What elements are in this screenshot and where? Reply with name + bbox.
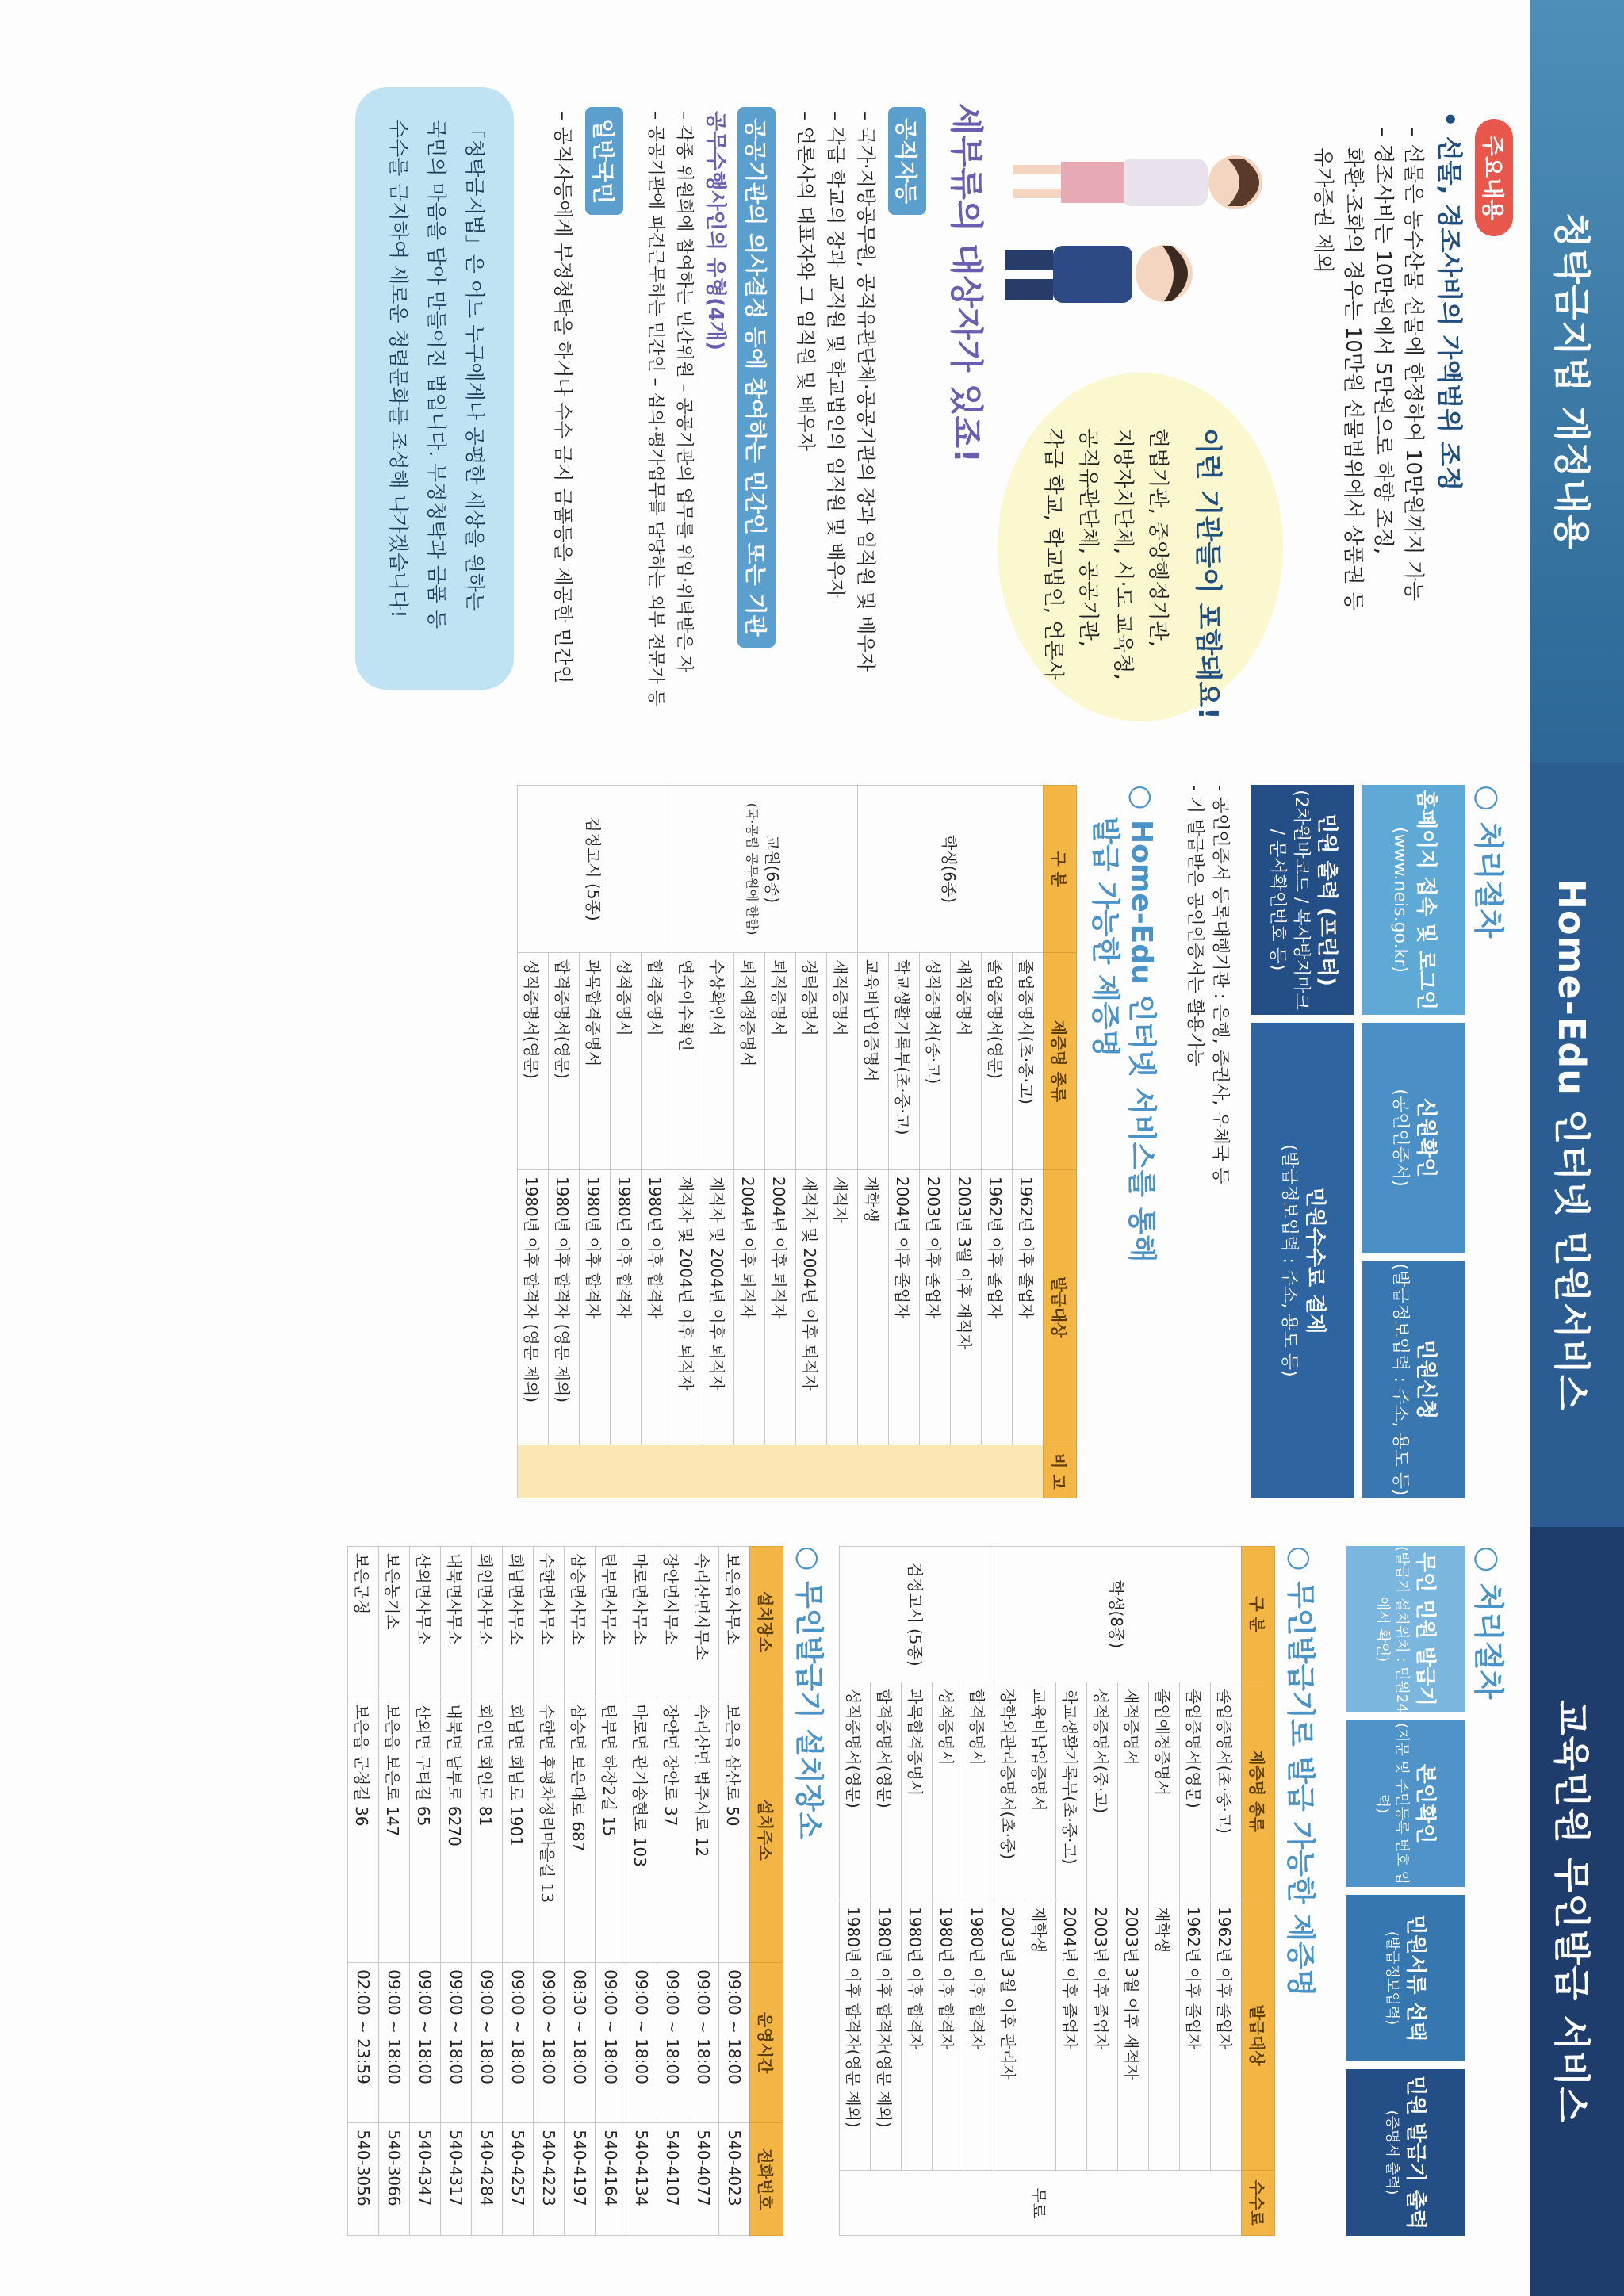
s2-cert-type: 과목합격증명서	[580, 953, 611, 1170]
s3-step-select-sub: (발급정보입력)	[1384, 1931, 1400, 2026]
s2-th-target: 발급대상	[1044, 1169, 1077, 1445]
s3-place: 수한면사무소	[534, 1547, 565, 1697]
s2-step-payment-sub: (발급정보입력 : 주소, 용도 등)	[1279, 1144, 1299, 1377]
s2-step-apply-sub: (발급정보입력 : 주소, 용도 등)	[1390, 1263, 1410, 1496]
s2-cert-type: 합격증명서(영문)	[549, 953, 580, 1170]
section3-title: 교육민원 무인발급 서비스	[1550, 1700, 1593, 2123]
section2-title: Home-Edu 인터넷 민원서비스	[1550, 878, 1593, 1411]
s2-cert-target: 1980년 이후 합격자	[580, 1169, 611, 1445]
s3-cert-type: 재적증명서	[1118, 1682, 1149, 1900]
s2-step-login	[1362, 785, 1465, 1015]
s2-cert-type: 퇴직예정증명서	[734, 953, 765, 1170]
table-row	[963, 1547, 994, 2236]
institutions-bubble-title: 이런 기관들이 포함돼요!	[1192, 428, 1224, 720]
s2-cert-type: 퇴직증명서	[765, 953, 796, 1170]
s2-cert-type: 합격증명서	[642, 953, 672, 1170]
s3-step-kiosk-title: 무인 민원 발급기	[1413, 1552, 1437, 1706]
s2-cert-target: 2004년 이후 퇴직자	[765, 1169, 796, 1445]
private-participants-subtitle: 공무수행사인의 유형(4개)	[703, 111, 727, 351]
s2-table-title: ○ Home-Edu 인터넷 서비스를 통해	[1125, 785, 1158, 1263]
s3-place: 보은읍사무소	[719, 1547, 750, 1697]
s2-cert-type: 재직증명서	[827, 953, 858, 1170]
s3-address: 보은읍 보은로 147	[379, 1697, 410, 1963]
s3-step-identity-sub: (지문 및 주민등록 번호 입력)	[1374, 1723, 1410, 1885]
s2-cert-type: 성적증명서(영문)	[518, 953, 549, 1170]
s3-step-select	[1346, 1895, 1465, 2061]
s3-cert-type: 교육비납입증명서	[1025, 1682, 1056, 1900]
general-public-pill: 일반국민	[585, 107, 623, 215]
summary-line-2: 국민의 마음을 담아 만들어진 법입니다. 부정청탁과 금품 등	[425, 119, 448, 629]
s3-cert-target: 2004년 이후 졸업자	[1056, 1900, 1087, 2171]
s3-hours: 09:00 ~ 18:00	[472, 1963, 503, 2123]
s3-address: 보은읍 군청길 36	[348, 1697, 379, 1963]
target-groups-title: 세부류의 대상자가 있죠!	[947, 103, 986, 464]
s3-table2-body	[348, 1547, 750, 2236]
s2-step-print-sub: (2차원바코드 / 복사방지마크 / 문서확인번호 등)	[1267, 790, 1311, 1010]
s3-fee-cell: 무료	[840, 2171, 1242, 2236]
s3-cert-target: 1980년 이후 합격자(영문 제외)	[871, 1900, 902, 2171]
s3-step-print-title: 민원 발급기 출력	[1404, 2076, 1427, 2229]
s3-address: 회남면 회남로 1901	[503, 1697, 534, 1963]
s3-phone: 540-4107	[657, 2123, 688, 2236]
s3-cert-type: 학교생활기록부(초·중·고)	[1056, 1682, 1087, 1900]
s2-table-header-row	[1044, 786, 1077, 1498]
s3-cert-type: 과목합격증명서	[902, 1682, 933, 1900]
s2-cert-target: 1962년 이후 졸업자	[982, 1169, 1013, 1445]
s3-step-kiosk-sub: (발급기 설치위치 : 민원24에서 확인)	[1374, 1546, 1410, 1712]
table-row	[565, 1547, 596, 2236]
s3-table2-title-text: 무인발급기 설치장소	[792, 1580, 825, 1839]
s3-hours: 09:00 ~ 18:00	[688, 1963, 719, 2123]
s2-group-name: 교원(6종)	[763, 834, 783, 904]
s2-step-login-title: 홈페이지 접속 및 로그인	[1414, 789, 1438, 1011]
s2-cert-target: 재학생	[858, 1169, 889, 1445]
s3-address: 탄부면 하장2길 15	[596, 1697, 626, 1963]
s3-kiosk-certificates-table	[839, 1546, 1275, 2236]
table-row	[472, 1547, 503, 2236]
s3-hours: 09:00 ~ 18:00	[534, 1963, 565, 2123]
private-participants-line-1: – 각종 위원회에 참여하는 민간위원 – 공공기관의 업무를 위임·위탁받은 자	[674, 111, 694, 673]
s2-th-category: 구 분	[1044, 786, 1077, 953]
section3-header	[1530, 1527, 1624, 2296]
s2-cert-type: 교육비납입증명서	[858, 953, 889, 1170]
institutions-line-2: 지방자치단체, 시·도 교육청,	[1111, 428, 1135, 680]
s3-phone: 540-3066	[379, 2123, 410, 2236]
s2-step-apply	[1362, 1261, 1465, 1498]
table-row	[719, 1547, 750, 2236]
s3-hours: 09:00 ~ 18:00	[719, 1963, 750, 2123]
key-content-badge: 주요내용	[1475, 119, 1513, 236]
s3-phone: 540-4164	[596, 2123, 626, 2236]
s2-cert-target: 1980년 이후 합격자 (영문 제외)	[518, 1169, 549, 1445]
s2-cert-target: 재직자 및 2004년 이후 퇴직자	[796, 1169, 827, 1445]
s2-group-cell	[672, 786, 858, 953]
table-row	[657, 1547, 688, 2236]
s3-place: 삼승면사무소	[565, 1547, 596, 1697]
s2-step-payment	[1251, 1023, 1354, 1498]
s3-t1-th-target: 발급대상	[1242, 1900, 1275, 2171]
table-row	[688, 1547, 719, 2236]
s3-address: 내북면 남부로 6270	[441, 1697, 472, 1963]
s2-cert-target: 1962년 이후 졸업자	[1013, 1169, 1044, 1445]
s3-cert-target: 1980년 이후 합격자	[963, 1900, 994, 2171]
s3-cert-type: 성적증명서(영문)	[840, 1682, 871, 1900]
s3-cert-target: 재학생	[1149, 1900, 1180, 2171]
s3-place: 회남면사무소	[503, 1547, 534, 1697]
s2-cert-target: 재직자 및 2004년 이후 퇴직자	[703, 1169, 734, 1445]
summary-line-3: 수수를 금지하여 새로운 청렴문화를 조성해 나가겠습니다!	[387, 119, 410, 618]
s2-cert-type: 졸업증명서(초·중·고)	[1013, 953, 1044, 1170]
s2-group-cell	[858, 786, 1044, 953]
s3-step-select-title: 민원서류 선택	[1404, 1915, 1427, 2042]
table-row	[827, 786, 858, 1498]
s2-cert-type: 성적증명서(중·고)	[920, 953, 951, 1170]
rule-line-3: 화환·조화의 경우는 10만원 선물범위에서 상품권 등	[1341, 147, 1365, 611]
general-public-line-1: – 공직자등에게 부정청탁을 하거나 수수 금지 금품등을 제공한 민간인	[552, 111, 574, 684]
s2-cert-type: 경력증명서	[796, 953, 827, 1170]
s3-table1-header-row	[1242, 1547, 1275, 2236]
s3-hours: 09:00 ~ 18:00	[626, 1963, 657, 2123]
s3-step-kiosk	[1346, 1546, 1465, 1712]
s3-place: 속리산면사무소	[688, 1547, 719, 1697]
s2-group-name: 검정고시 (5종)	[584, 817, 603, 921]
s3-phone: 540-4134	[626, 2123, 657, 2236]
section1-header	[1530, 0, 1624, 763]
s2-group-name: 학생(6종)	[940, 834, 959, 904]
s3-cert-type: 졸업예정증명서	[1149, 1682, 1180, 1900]
s3-place: 장안면사무소	[657, 1547, 688, 1697]
s3-group-cell: 학생(8종)	[994, 1547, 1242, 1682]
public-officials-line-2: – 각급 학교의 장과 교직원 및 학교법인의 임직원 및 배우자	[825, 111, 847, 598]
s3-table1-body	[840, 1547, 1242, 2236]
s2-certificates-table	[517, 785, 1077, 1498]
s2-th-type: 제증명 종류	[1044, 953, 1077, 1170]
s3-t2-th-address: 설치주소	[750, 1697, 783, 1963]
s2-group-note: (국·공립 공무원에 한함)	[745, 802, 760, 936]
table-row	[1211, 1547, 1242, 2236]
s3-cert-target: 2003년 이후 졸업자	[1087, 1900, 1118, 2171]
s3-hours: 02:00 ~ 23:59	[348, 1963, 379, 2123]
s3-hours: 09:00 ~ 18:00	[379, 1963, 410, 2123]
s3-place: 마로면사무소	[626, 1547, 657, 1697]
s3-hours: 09:00 ~ 18:00	[657, 1963, 688, 2123]
s3-table1-title-text: 무인발급기로 발급 가능한 제증명	[1284, 1580, 1316, 1997]
table-row	[379, 1547, 410, 2236]
s3-cert-type: 성적증명서	[933, 1682, 963, 1900]
s3-address: 속리산면 법주사로 12	[688, 1697, 719, 1963]
s3-t2-th-hours: 운영시간	[750, 1963, 783, 2123]
table-row	[596, 1547, 626, 2236]
table-row	[503, 1547, 534, 2236]
rule-line-2: – 경조사비는 10만원에서 5만원으로 하향 조정,	[1371, 127, 1395, 555]
s3-cert-target: 1980년 이후 합격자	[933, 1900, 963, 2171]
s3-cert-type: 졸업증명서(초·중·고)	[1211, 1682, 1242, 1900]
s3-t2-th-place: 설치장소	[750, 1547, 783, 1697]
s2-process-title: ○ 처리절차	[1471, 785, 1506, 939]
table-row	[410, 1547, 441, 2236]
s3-place: 탄부면사무소	[596, 1547, 626, 1697]
s2-cert-target: 1980년 이후 합격자	[642, 1169, 672, 1445]
s2-table-title-1: Home-Edu 인터넷 서비스를 통해	[1125, 819, 1158, 1263]
summary-line-1: 「청탁금지법」은 어느 누구에게나 공평한 세상을 원하는	[463, 119, 486, 612]
section2-header	[1530, 763, 1624, 1527]
private-participants-line-2: – 공공기관에 파견근무하는 민간인 – 심의·평가업무를 담당하는 외부 전문가 등	[645, 111, 665, 706]
table-row	[534, 1547, 565, 2236]
s2-cert-target: 2003년 3월 이후 재적자	[951, 1169, 982, 1445]
s2-cert-type: 학교생활기록부(초·중·고)	[889, 953, 920, 1170]
s2-table-title-2: 발급 가능한 제증명	[1089, 817, 1121, 1058]
s2-cert-target: 재직자	[827, 1169, 858, 1445]
s3-phone: 540-4347	[410, 2123, 441, 2236]
s2-cert-target: 1980년 이후 합격자 (영문 제외)	[549, 1169, 580, 1445]
s3-step-print-sub: (증명서 출력)	[1384, 2110, 1400, 2195]
s2-cert-target: 2003년 이후 졸업자	[920, 1169, 951, 1445]
s2-step-apply-title: 민원신청	[1414, 1339, 1438, 1420]
s3-address: 산외면 구티길 65	[410, 1697, 441, 1963]
s3-t2-th-phone: 전화번호	[750, 2123, 783, 2236]
s3-cert-target: 재학생	[1025, 1900, 1056, 2171]
gift-limit-heading: • 선물, 경조사비의 가액범위 조정	[1434, 111, 1465, 492]
s3-place: 회인면사무소	[472, 1547, 503, 1697]
table-row	[1013, 786, 1044, 1498]
s3-group-cell: 검정고시 (5종)	[840, 1547, 994, 1682]
s3-place: 보은군청	[348, 1547, 379, 1697]
s2-step-identity-title: 신원확인	[1414, 1097, 1438, 1178]
s2-table-body	[518, 786, 1044, 1498]
s3-hours: 09:00 ~ 18:00	[503, 1963, 534, 2123]
private-participants-pill: 공공기관의 의사결정 등에 참여하는 민간인 또는 기관	[737, 107, 776, 648]
s2-step-identity	[1362, 1023, 1465, 1253]
s3-place: 보은농기소	[379, 1547, 410, 1697]
s3-cert-target: 2003년 3월 이후 관리자	[994, 1900, 1025, 2171]
s2-step-identity-sub: (공인인증서)	[1390, 1089, 1410, 1187]
table-row	[626, 1547, 657, 2236]
s2-step-print	[1251, 785, 1354, 1015]
s3-address: 회인면 회인로 81	[472, 1697, 503, 1963]
s3-cert-type: 성적증명서(중·고)	[1087, 1682, 1118, 1900]
s3-table1-title: ○ 무인발급기로 발급 가능한 제증명	[1284, 1546, 1316, 1997]
s3-cert-type: 졸업증명서(영문)	[1180, 1682, 1211, 1900]
s3-address: 장안면 장안로 37	[657, 1697, 688, 1963]
s3-address: 보은읍 삼산로 50	[719, 1697, 750, 1963]
s3-phone: 540-4023	[719, 2123, 750, 2236]
s3-step-print	[1346, 2069, 1465, 2236]
s2-step-print-title: 민원 출력 (프린터)	[1315, 813, 1339, 986]
s3-place: 산외면사무소	[410, 1547, 441, 1697]
s3-cert-type: 합격증명서(영문)	[871, 1682, 902, 1900]
s2-cert-type: 재적증명서	[951, 953, 982, 1170]
table-row	[441, 1547, 472, 2236]
s3-phone: 540-4223	[534, 2123, 565, 2236]
s3-cert-target: 1980년 이후 합격자(영문 제외)	[840, 1900, 871, 2171]
s2-cert-type: 졸업증명서(영문)	[982, 953, 1013, 1170]
public-officials-line-1: – 국가·지방공무원, 공직유관단체·공공기관의 장과 임직원 및 배우자	[855, 111, 877, 672]
s2-cert-type: 연수이수확인	[672, 953, 703, 1170]
public-officials-pill: 공직자등	[888, 107, 926, 215]
s3-process-title: ○ 처리절차	[1471, 1546, 1506, 1700]
s3-phone: 540-4284	[472, 2123, 503, 2236]
s2-cert-target: 2004년 이후 졸업자	[889, 1169, 920, 1445]
table-row	[348, 1547, 379, 2236]
s2-cert-target: 1980년 이후 합격자	[611, 1169, 642, 1445]
table-row	[642, 786, 672, 1498]
s3-hours: 08:30 ~ 18:00	[565, 1963, 596, 2123]
s3-hours: 09:00 ~ 18:00	[596, 1963, 626, 2123]
s3-t1-th-type: 제증명 종류	[1242, 1682, 1275, 1900]
s2-note-2: - 기 발급받은 공인인증서는 활용가능	[1185, 785, 1205, 1066]
s3-phone: 540-4317	[441, 2123, 472, 2236]
s2-cert-type: 수상확인서	[703, 953, 734, 1170]
s3-table2-title: ○ 무인발급기 설치장소	[792, 1546, 825, 1839]
staff-illustration	[998, 127, 1283, 333]
s2-process-title-text: 처리절차	[1471, 821, 1506, 939]
s3-step-identity	[1346, 1720, 1465, 1887]
s3-hours: 09:00 ~ 18:00	[441, 1963, 472, 2123]
s3-hours: 09:00 ~ 18:00	[410, 1963, 441, 2123]
s3-cert-target: 1962년 이후 졸업자	[1211, 1900, 1242, 2171]
s2-cert-target: 재직자 및 2004년 이후 퇴직자	[672, 1169, 703, 1445]
section1-title: 청탁금지법 개정내용	[1550, 212, 1593, 550]
institutions-line-3: 공직유관단체, 공공기관,	[1076, 428, 1100, 647]
s3-phone: 540-4077	[688, 2123, 719, 2236]
s3-t1-th-category: 구 분	[1242, 1547, 1275, 1682]
s2-note-cell	[518, 1445, 1044, 1498]
s3-address: 수한면 후평차정리마을길 13	[534, 1697, 565, 1963]
s2-th-note: 비 고	[1044, 1445, 1077, 1498]
s2-cert-target: 2004년 이후 퇴직자	[734, 1169, 765, 1445]
s2-step-login-sub: (www.neis.go.kr)	[1390, 827, 1410, 973]
institutions-line-4: 각급 학교, 학교법인, 언론사	[1041, 428, 1065, 680]
s3-cert-type: 장학외관리증명서(초·중)	[994, 1682, 1025, 1900]
s2-cert-type: 성적증명서	[611, 953, 642, 1170]
institutions-line-1: 헌법기관, 중앙행정기관,	[1146, 428, 1170, 647]
s3-phone: 540-4197	[565, 2123, 596, 2236]
s3-cert-target: 2003년 3월 이후 재적자	[1118, 1900, 1149, 2171]
s3-cert-target: 1962년 이후 졸업자	[1180, 1900, 1211, 2171]
s2-step-payment-title: 민원수수료 결제	[1303, 1187, 1327, 1334]
s3-place: 내북면사무소	[441, 1547, 472, 1697]
s2-note-1: - 공인인증서 등록대행기관 : 은행, 증권사, 우체국 등	[1210, 785, 1230, 1184]
s3-address: 마로면 관기송현로 103	[626, 1697, 657, 1963]
s3-process-title-text: 처리절차	[1471, 1582, 1506, 1700]
s3-address: 삼승면 보은대로 687	[565, 1697, 596, 1963]
rule-line-4: 유가증권 제외	[1311, 147, 1335, 274]
s3-table2-header-row	[750, 1547, 783, 2236]
s3-kiosk-locations-table	[347, 1546, 783, 2236]
s3-phone: 540-3056	[348, 2123, 379, 2236]
rule-line-1: – 선물은 농수산물 선물에 한정하여 10만원까지 가능	[1401, 127, 1425, 601]
s3-step-identity-title: 본인확인	[1413, 1763, 1437, 1844]
s3-t1-th-fee: 수수료	[1242, 2171, 1275, 2236]
s3-cert-type: 합격증명서	[963, 1682, 994, 1900]
s3-cert-target: 1980년 이후 합격자	[902, 1900, 933, 2171]
s2-group-cell	[518, 786, 672, 953]
public-officials-line-3: – 언론사의 대표자와 그 임직원 및 배우자	[795, 111, 817, 451]
s3-phone: 540-4257	[503, 2123, 534, 2236]
